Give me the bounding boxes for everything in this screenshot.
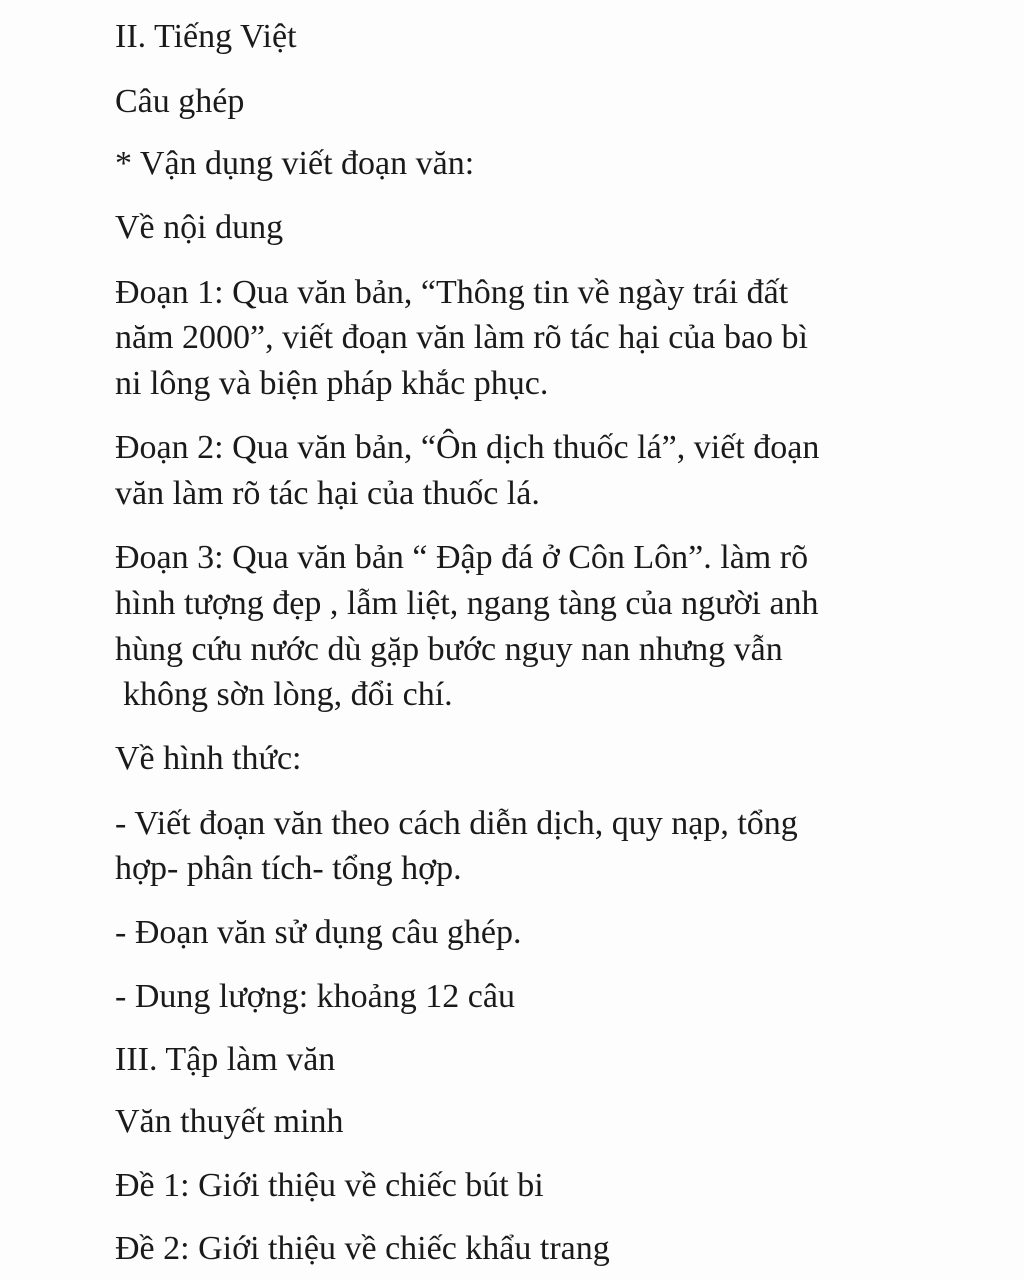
paragraph-1-line: năm 2000”, viết đoạn văn làm rõ tác hại của bao bì (115, 319, 808, 356)
content-heading: Về nội dung (115, 209, 284, 246)
form-item: - Dung lượng: khoảng 12 câu (115, 978, 515, 1015)
paragraph-1-line: ni lông và biện pháp khắc phục. (115, 365, 549, 402)
paragraph-1-line: Đoạn 1: Qua văn bản, “Thông tin về ngày trái đất (115, 274, 789, 311)
form-heading: Về hình thức: (115, 740, 302, 777)
paragraph-3-line: hùng cứu nước dù gặp bước nguy nan nhưng vẫn (115, 631, 783, 668)
paragraph-2-line: Đoạn 2: Qua văn bản, “Ôn dịch thuốc lá”, viết đoạn (115, 429, 820, 466)
paragraph-2-line: văn làm rõ tác hại của thuốc lá. (115, 475, 540, 512)
section-2-topic: Câu ghép (115, 83, 245, 120)
paragraph-3-line: hình tượng đẹp , lẫm liệt, ngang tàng của người anh (115, 585, 819, 622)
paragraph-3-line: Đoạn 3: Qua văn bản “ Đập đá ở Côn Lôn”. làm rõ (115, 539, 809, 576)
section-2-heading: II. Tiếng Việt (115, 18, 297, 55)
assignment-item: Đề 1: Giới thiệu về chiếc bút bi (115, 1167, 544, 1204)
section-3-heading: III. Tập làm văn (115, 1041, 336, 1078)
form-item: - Đoạn văn sử dụng câu ghép. (115, 914, 522, 951)
section-2-task: * Vận dụng viết đoạn văn: (115, 145, 475, 182)
section-3-topic: Văn thuyết minh (115, 1103, 344, 1140)
assignment-item: Đề 2: Giới thiệu về chiếc khẩu trang (115, 1230, 610, 1267)
paragraph-3-line: không sờn lòng, đổi chí. (123, 676, 453, 713)
form-item-continuation: hợp- phân tích- tổng hợp. (115, 850, 462, 887)
form-item: - Viết đoạn văn theo cách diễn dịch, quy nạp, tổng (115, 805, 798, 842)
